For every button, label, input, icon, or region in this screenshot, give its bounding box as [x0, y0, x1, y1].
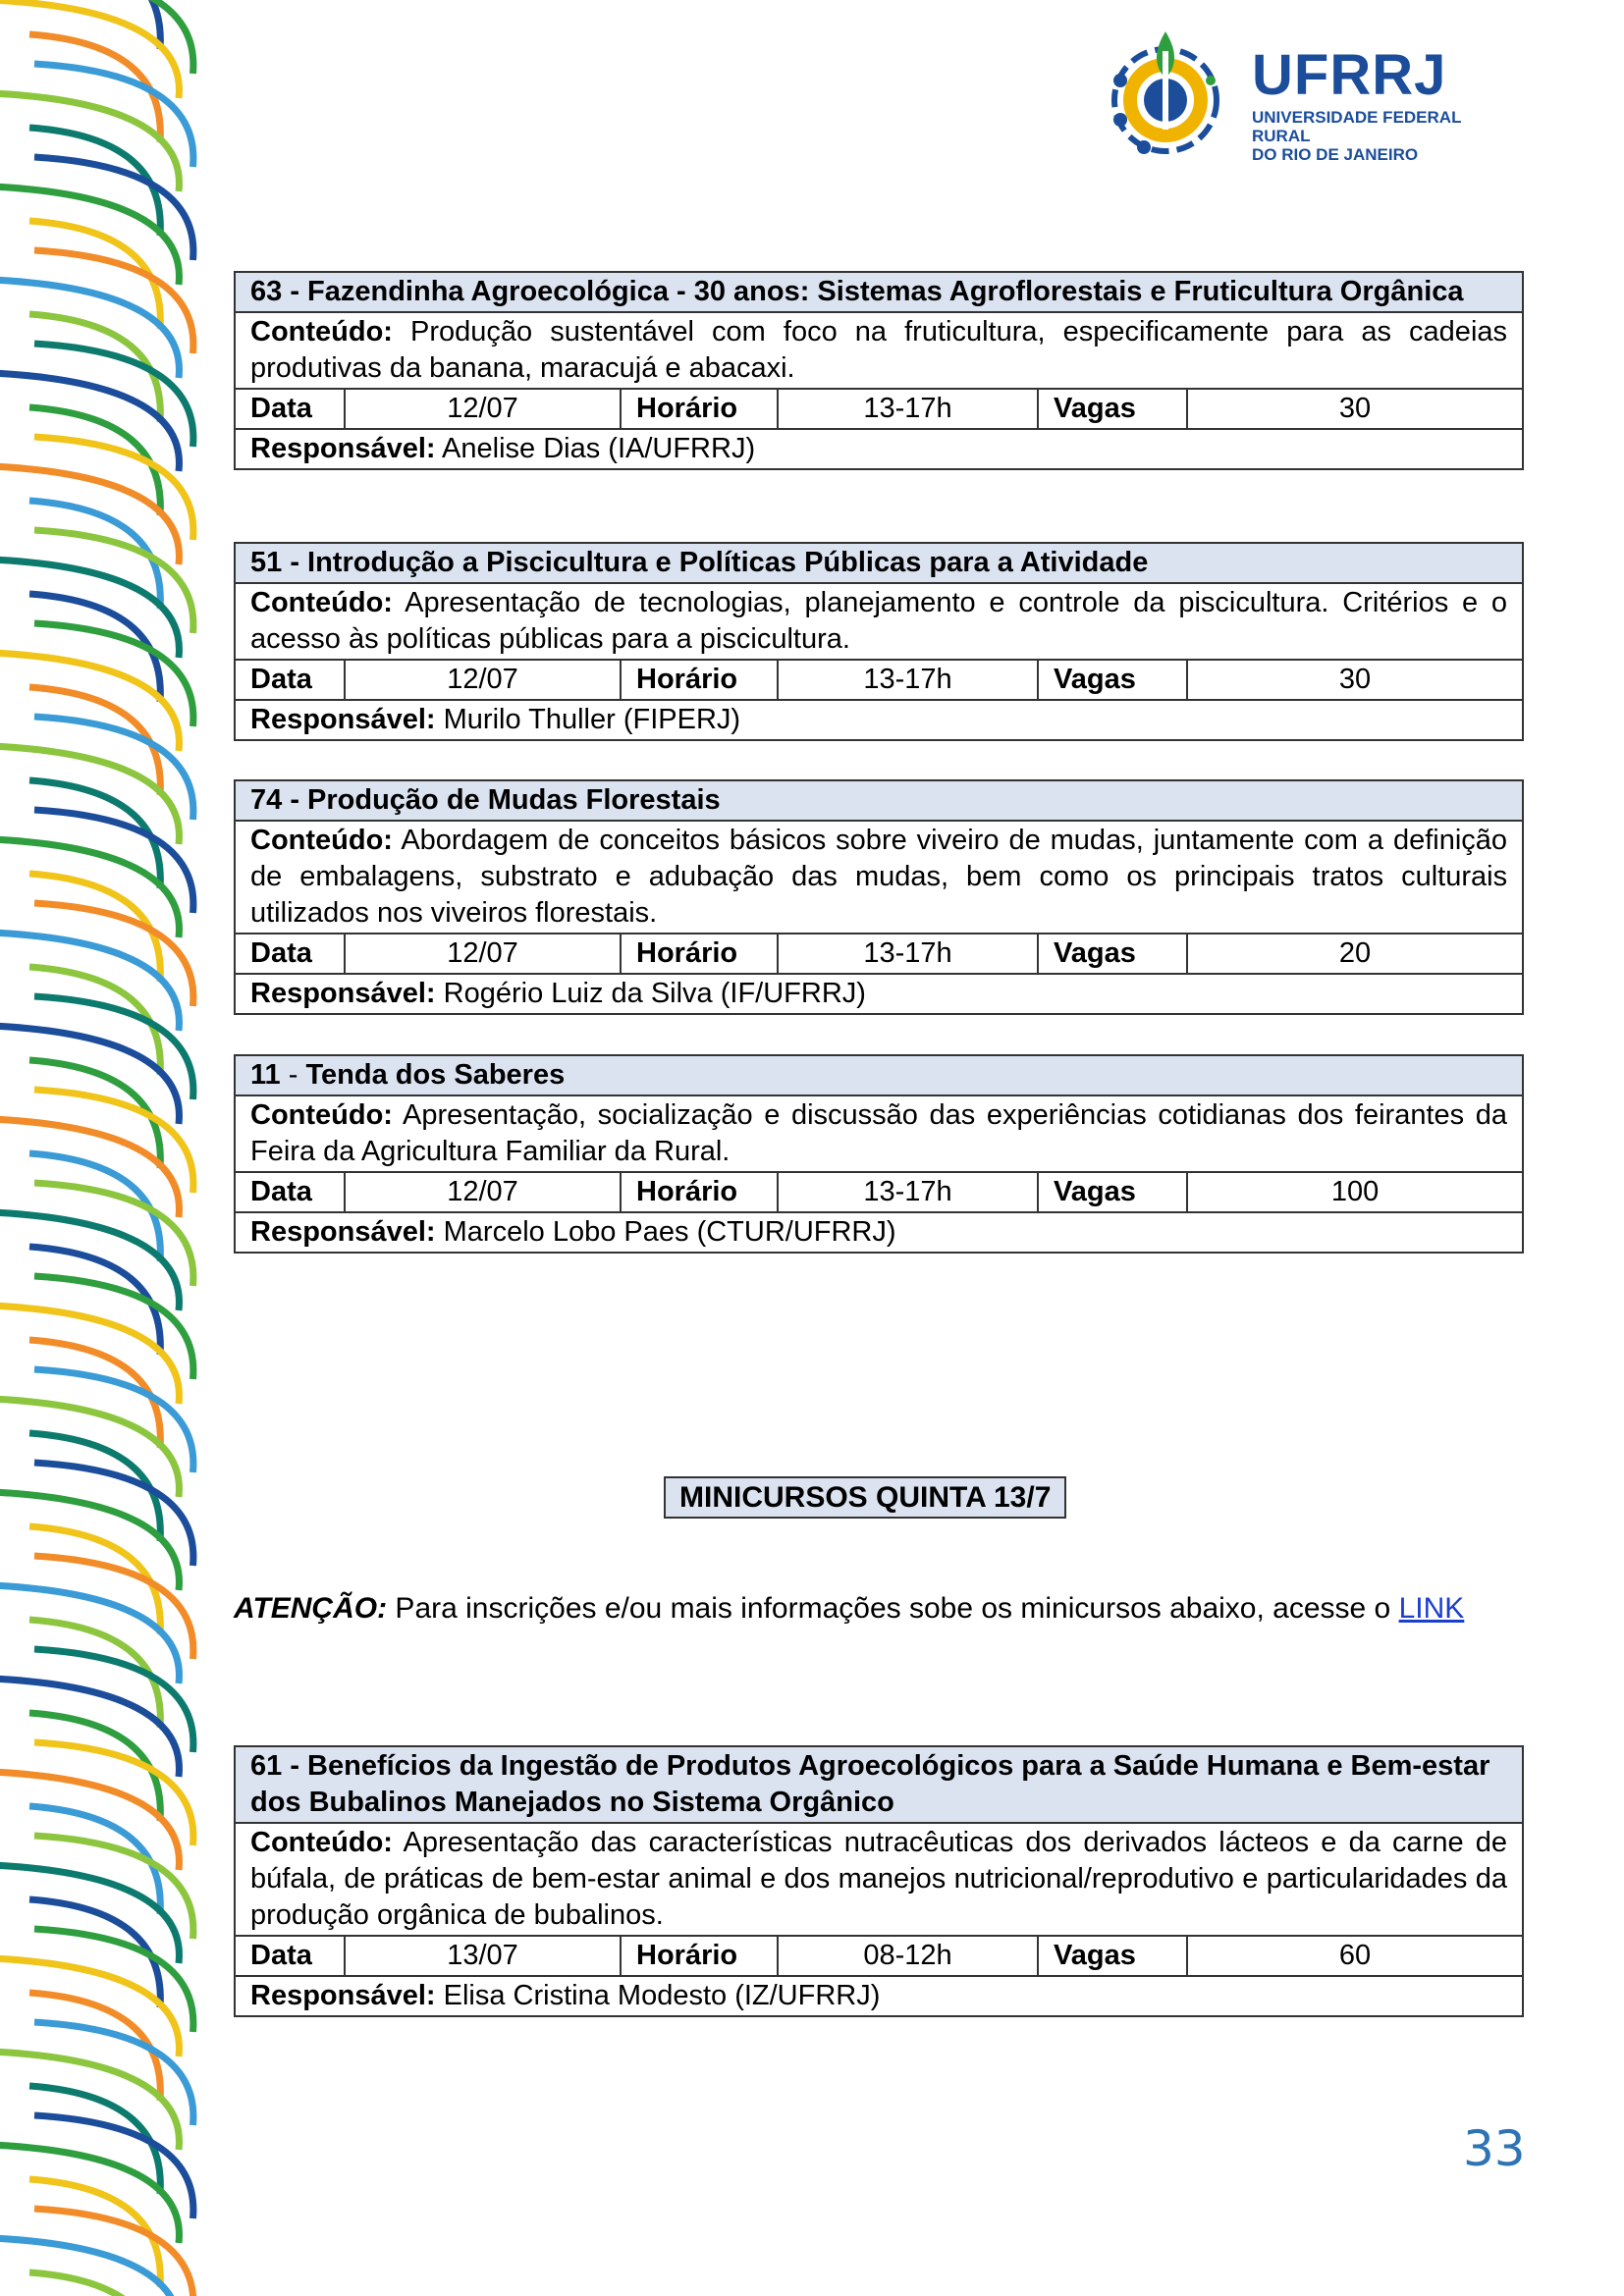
leaf-arc [0, 1679, 179, 1777]
leaf-arc [0, 93, 179, 191]
leaf-arc [0, 933, 179, 1031]
slots-label: Vagas [1038, 934, 1187, 974]
ufrrj-logo [1105, 22, 1517, 169]
leaf-arc [0, 1399, 179, 1497]
content-text: Produção sustentável com foco na fruticultura, especificamente para as cadeias produtivas da banana, maracujá e abacaxi. [250, 316, 1508, 384]
date-label: Data [235, 934, 345, 974]
course-card [234, 1745, 1524, 2017]
content-text: Apresentação das características nutracêuticas dos derivados lácteos e da carne de búfala, de práticas de bem-estar animal e dos manejos nutricional/reprodutivo e particularidades da produção orgânica de bubalinos. [250, 1827, 1508, 1931]
responsible-name: Elisa Cristina Modesto (IZ/UFRRJ) [443, 1980, 881, 2011]
logo-subtitle-line1: UNIVERSIDADE FEDERAL RURAL [1252, 108, 1462, 145]
logo-subtitle-line2: DO RIO DE JANEIRO [1252, 145, 1419, 164]
leaf-arc [0, 839, 179, 937]
leaf-arc [34, 2209, 193, 2296]
section-heading: MINICURSOS QUINTA 13/7 [664, 1476, 1066, 1519]
date-value: 12/07 [345, 660, 621, 700]
slots-label: Vagas [1038, 1936, 1187, 1976]
leaf-arc [0, 1306, 179, 1404]
time-label: Horário [621, 660, 778, 700]
date-value: 12/07 [345, 1172, 621, 1212]
leaf-arc [0, 1772, 179, 1870]
leaf-arc [29, 2272, 160, 2296]
ufrrj-emblem-icon [1105, 22, 1242, 169]
time-label: Horário [621, 1936, 778, 1976]
responsible-label: Responsável: [250, 978, 436, 1009]
attention-text: Para inscrições e/ou mais informações sobe os minicursos abaixo, acesse o [387, 1592, 1399, 1625]
course-title-number: 11 [250, 1059, 281, 1091]
course-responsible [235, 700, 1523, 740]
slots-label: Vagas [1038, 389, 1187, 429]
date-label: Data [235, 1172, 345, 1212]
responsible-name: Murilo Thuller (FIPERJ) [443, 704, 741, 735]
course-content [235, 583, 1523, 660]
slots-value: 60 [1187, 1936, 1523, 1976]
time-value: 13-17h [778, 1172, 1038, 1212]
course-title [235, 1055, 1523, 1095]
responsible-name: Anelise Dias (IA/UFRRJ) [442, 433, 756, 464]
attention-label: ATENÇÃO: [234, 1592, 388, 1625]
logo-text [1252, 43, 1517, 164]
slots-label: Vagas [1038, 1172, 1187, 1212]
leaf-arc [0, 1865, 179, 1963]
time-label: Horário [621, 1172, 778, 1212]
leaf-arc [0, 373, 179, 471]
leaf-arc [0, 466, 179, 564]
leaf-arc [0, 1958, 179, 2056]
date-value: 13/07 [345, 1936, 621, 1976]
slots-value: 100 [1187, 1172, 1523, 1212]
slots-value: 30 [1187, 389, 1523, 429]
leaf-arc [0, 0, 179, 98]
course-title-text: Tenda dos Saberes [305, 1059, 566, 1091]
course-card [234, 1054, 1524, 1254]
content-label: Conteúdo: [250, 587, 393, 618]
responsible-label: Responsável: [250, 704, 436, 735]
date-value: 12/07 [345, 389, 621, 429]
leaf-arc [0, 653, 179, 751]
leaf-arc [0, 1585, 179, 1683]
time-value: 08-12h [778, 1936, 1038, 1976]
course-responsible [235, 974, 1523, 1014]
content-label: Conteúdo: [250, 1827, 393, 1858]
decorative-border [0, 0, 216, 2296]
course-content [235, 1095, 1523, 1172]
course-title: 61 - Benefícios da Ingestão de Produtos Agroecológicos para a Saúde Humana e Bem-estar dos Bubalinos Manejados no Sistema Orgânico [235, 1746, 1523, 1823]
content-label: Conteúdo: [250, 1099, 393, 1131]
leaf-arc [0, 1026, 179, 1124]
time-value: 13-17h [778, 934, 1038, 974]
leaf-arc [0, 1119, 179, 1217]
time-label: Horário [621, 934, 778, 974]
course-content [235, 1823, 1523, 1936]
slots-value: 30 [1187, 660, 1523, 700]
leaf-arc [0, 1492, 179, 1590]
content-label: Conteúdo: [250, 316, 393, 347]
course-card [234, 542, 1524, 741]
responsible-label: Responsável: [250, 1980, 436, 2011]
course-card [234, 779, 1524, 1015]
responsible-label: Responsável: [250, 433, 436, 464]
attention-note [234, 1590, 1522, 1628]
registration-link[interactable]: LINK [1398, 1592, 1465, 1625]
slots-value: 20 [1187, 934, 1523, 974]
content-text: Abordagem de conceitos básicos sobre viveiro de mudas, juntamente com a definição de embalagens, substrato e adubação das mudas, bem como os principais tratos culturais utilizados nos viveiros florestais. [250, 825, 1508, 929]
course-responsible [235, 1212, 1523, 1253]
course-responsible [235, 429, 1523, 469]
course-card [234, 271, 1524, 470]
course-title: 51 - Introdução a Piscicultura e Políticas Públicas para a Atividade [235, 543, 1523, 583]
time-value: 13-17h [778, 389, 1038, 429]
course-title-separator: - [280, 1059, 306, 1091]
logo-acronym: UFRRJ [1252, 43, 1447, 107]
course-content [235, 312, 1523, 389]
leaf-arc [0, 560, 179, 658]
leaf-arc [0, 187, 179, 285]
time-label: Horário [621, 389, 778, 429]
leaf-arc [0, 1212, 179, 1310]
content-text: Apresentação de tecnologias, planejamento e controle da piscicultura. Critérios e o acesso às políticas públicas para a piscicultura. [250, 587, 1508, 655]
responsible-name: Rogério Luiz da Silva (IF/UFRRJ) [443, 978, 866, 1009]
date-value: 12/07 [345, 934, 621, 974]
leaf-arc [0, 2052, 179, 2150]
time-value: 13-17h [778, 660, 1038, 700]
course-responsible [235, 1976, 1523, 2016]
date-label: Data [235, 660, 345, 700]
leaf-arc [0, 280, 179, 378]
slots-label: Vagas [1038, 660, 1187, 700]
responsible-label: Responsável: [250, 1216, 436, 1248]
course-content [235, 821, 1523, 934]
date-label: Data [235, 1936, 345, 1976]
date-label: Data [235, 389, 345, 429]
responsible-name: Marcelo Lobo Paes (CTUR/UFRRJ) [443, 1216, 896, 1248]
leaf-arc [0, 746, 179, 844]
page-number: 33 [1463, 2120, 1526, 2177]
leaf-arc [0, 2145, 179, 2243]
course-title: 63 - Fazendinha Agroecológica - 30 anos: Sistemas Agroflorestais e Fruticultura Orgânica [235, 272, 1523, 312]
content-label: Conteúdo: [250, 825, 393, 856]
course-title: 74 - Produção de Mudas Florestais [235, 780, 1523, 821]
content-text: Apresentação, socialização e discussão das experiências cotidianas dos feirantes da Feira da Agricultura Familiar da Rural. [250, 1099, 1508, 1167]
